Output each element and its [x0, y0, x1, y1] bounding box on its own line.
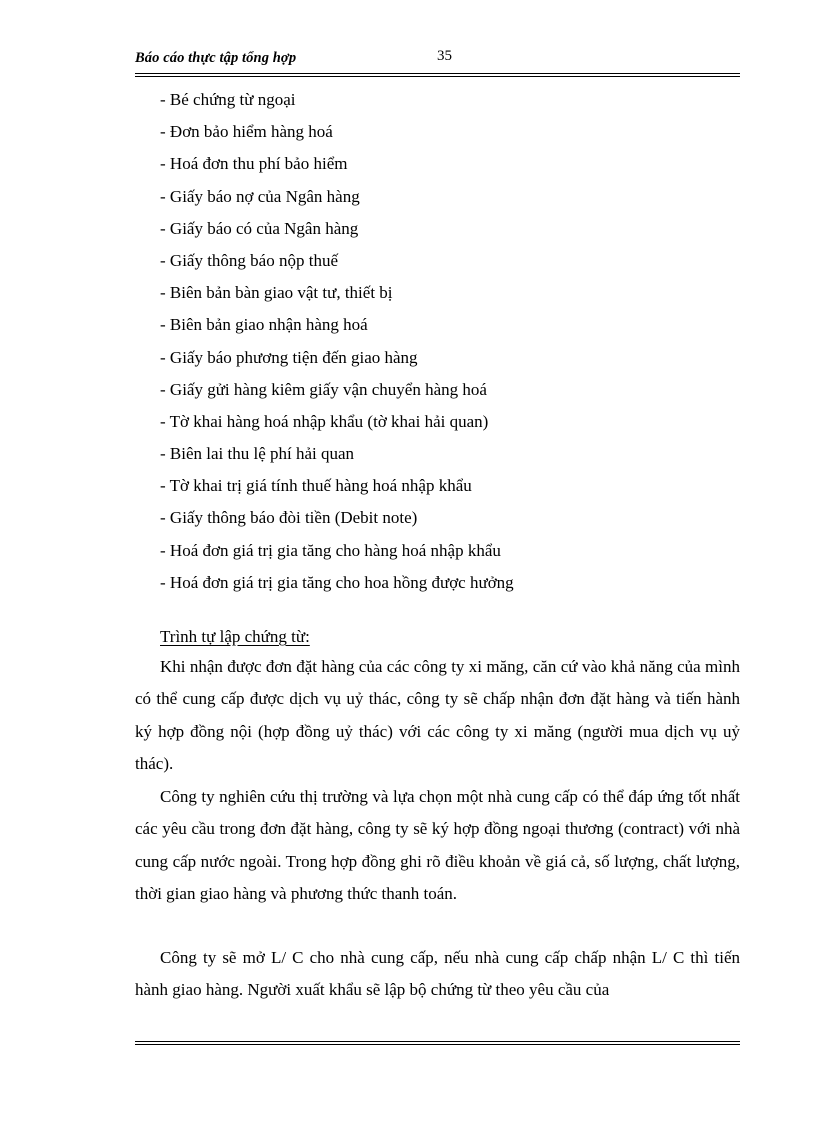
- list-item: - Giấy gửi hàng kiêm giấy vận chuyển hàng hoá: [160, 379, 487, 399]
- body-paragraph: Khi nhận được đơn đặt hàng của các công ty xi măng, căn cứ vào khả năng của mình có thể cung cấp được dịch vụ uỷ thác, công ty sẽ chấp nhận đơn đặt hàng và tiến hành ký hợp đồng nội (hợp đồng uỷ thác) với các công ty xi măng (người mua dịch vụ uỷ thác).: [135, 657, 740, 773]
- list-item: - Hoá đơn giá trị gia tăng cho hàng hoá nhập khẩu: [160, 540, 501, 560]
- list-item: - Tờ khai trị giá tính thuế hàng hoá nhập khẩu: [160, 476, 472, 496]
- footer-divider: [135, 1041, 740, 1042]
- list-item: - Giấy báo có của Ngân hàng: [160, 218, 359, 238]
- page-number: 35: [437, 48, 452, 64]
- list-item: - Giấy thông báo đòi tiền (Debit note): [160, 508, 418, 528]
- list-item: - Bé chứng từ ngoại: [160, 90, 296, 109]
- body-paragraph: Công ty sẽ mở L/ C cho nhà cung cấp, nếu nhà cung cấp chấp nhận L/ C thì tiến hành giao hàng. Người xuất khẩu sẽ lập bộ chứng từ theo yêu cầu của: [135, 948, 740, 1000]
- list-item: - Hoá đơn thu phí bảo hiểm: [160, 154, 348, 174]
- section-heading: Trình tự lập chứng từ:: [160, 627, 310, 646]
- list-item: - Hoá đơn giá trị gia tăng cho hoa hồng được hưởng: [160, 572, 514, 592]
- documents-list: [160, 84, 514, 599]
- body-paragraph: Công ty nghiên cứu thị trường và lựa chọn một nhà cung cấp có thể đáp ứng tốt nhất các yêu cầu trong đơn đặt hàng, công ty sẽ ký hợp đồng ngoại thương (contract) với nhà cung cấp nước ngoài. Trong hợp đồng ghi rõ điều khoản về giá cả, số lượng, chất lượng, thời gian giao hàng và phương thức thanh toán.: [135, 787, 740, 903]
- header-divider: [135, 73, 740, 74]
- list-item: - Biên bản bàn giao vật tư, thiết bị: [160, 283, 393, 303]
- header-title: Báo cáo thực tập tổng hợp: [135, 50, 297, 66]
- list-item: - Biên lai thu lệ phí hải quan: [160, 444, 355, 464]
- list-item: - Biên bản giao nhận hàng hoá: [160, 315, 368, 335]
- list-item: - Giấy thông báo nộp thuế: [160, 250, 338, 270]
- list-item: - Tờ khai hàng hoá nhập khẩu (tờ khai hải quan): [160, 411, 489, 431]
- page-header: [135, 46, 740, 72]
- list-item: - Đơn bảo hiểm hàng hoá: [160, 122, 333, 142]
- list-item: - Giấy báo nợ của Ngân hàng: [160, 186, 360, 206]
- list-item: - Giấy báo phương tiện đến giao hàng: [160, 347, 418, 367]
